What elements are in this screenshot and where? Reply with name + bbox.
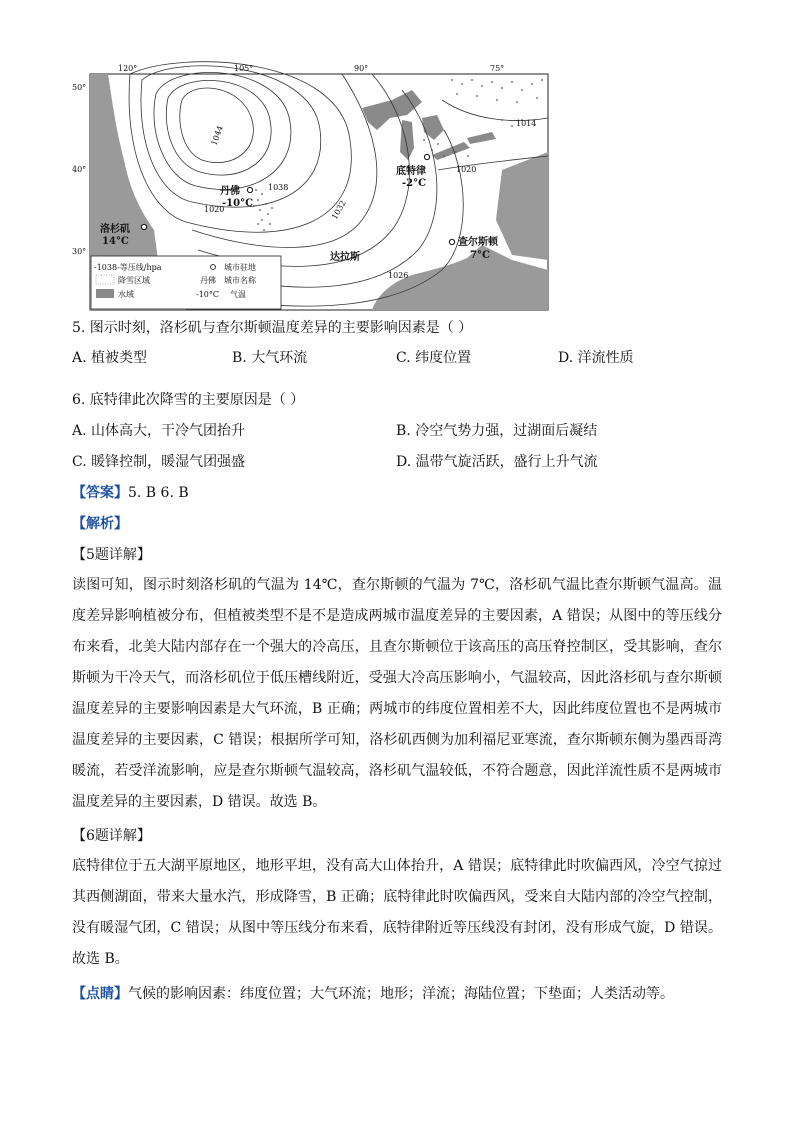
q5-option-d: D. 洋流性质 (558, 350, 634, 366)
legend-temp: 气温 (230, 290, 246, 299)
city-temp: -2°C (402, 178, 427, 189)
lat-label: 50° (72, 83, 87, 92)
legend-name-sample: 丹佛 (200, 276, 216, 285)
analysis-tag: 【解析】 (72, 516, 128, 532)
q6-stem: 6. 底特律此次降雪的主要原因是（ ） (72, 392, 305, 408)
city-name: 丹佛 (220, 186, 240, 197)
answer-tag: 【答案】 (72, 485, 128, 501)
isobar-label: 1014 (516, 119, 537, 128)
lon-label: 120° (118, 64, 138, 73)
lat-label: 30° (72, 247, 87, 256)
map-svg (72, 60, 552, 312)
q6-option-c: C. 暖锋控制，暖湿气团强盛 (72, 454, 246, 470)
q5-stem: 5. 图示时刻，洛杉矶与查尔斯顿温度差异的主要影响因素是（ ） (72, 320, 473, 336)
tip-tag: 【点睛】 (72, 986, 128, 1002)
legend-city-site: 城市驻地 (224, 263, 256, 272)
city-name: 查尔斯顿 (458, 237, 498, 248)
city-name: 底特律 (396, 166, 426, 177)
detail6-tag: 【6题详解】 (72, 828, 151, 844)
isobar-label: 1020 (204, 205, 225, 214)
legend-snow: 降雪区域 (118, 276, 150, 285)
tip-line (72, 984, 674, 1004)
isobar-label: 1038 (268, 183, 289, 192)
detail5-tag: 【5题详解】 (72, 547, 151, 563)
isobar-label: 1020 (456, 165, 477, 174)
city-marker-icon (247, 187, 252, 192)
lon-label: 105° (234, 64, 254, 73)
q5-option-b: B. 大气环流 (232, 350, 308, 366)
lon-label: 90° (354, 64, 369, 73)
q5-option-a: A. 植被类型 (72, 350, 148, 366)
water-swatch-icon (96, 289, 114, 298)
legend-city-name: 城市名称 (224, 276, 256, 285)
isobar-label: 1044 (209, 124, 225, 147)
city-temp: -10°C (222, 198, 254, 209)
legend-temp-sample: -10°C (196, 290, 220, 299)
detail5-text: 读图可知，图示时刻洛杉矶的气温为 14℃，查尔斯顿的气温为 7℃，洛杉矶气温比查尔斯顿气温高。温度差异影响植被分布，但植被类型不是不是造成两城市温度差异的主要因素，A 错误；从图中的等压线分布来看，北美大陆内部存在一个强大的冷高压，且查尔斯顿位于该高压的高压脊控制区，受其影响，查尔斯顿为干冷天气，而洛杉矶位于低压槽线附近，受强大冷高压影响小，气温较高，因此洛杉矶与查尔斯顿温度差异的主要影响因素是大气环流，B 正确；两城市的纬度位置相差不大，因此纬度位置也不是两城市温度差异的主要因素，C 错误；根据所学可知，洛杉矶西侧为加利福尼亚寒流，查尔斯顿东侧为墨西哥湾暖流，若受洋流影响，应是查尔斯顿气温较高，洛杉矶气温较低，不符合题意，因此洋流性质不是两城市温度差异的主要因素，D 错误。故选 B。 (72, 577, 722, 810)
isobar-label: 1026 (388, 271, 409, 280)
isobar-map (72, 60, 552, 312)
city-marker-icon (141, 224, 146, 229)
answer-line (72, 483, 189, 503)
region-label: 达拉斯 (330, 252, 360, 263)
city-temp: 7°C (470, 250, 490, 261)
q6-option-d: D. 温带气旋活跃，盛行上升气流 (396, 454, 598, 470)
legend-isobar: -1038-等压线/hpa (94, 263, 162, 272)
map-legend (91, 256, 281, 309)
tip-text: 气候的影响因素：纬度位置；大气环流；地形；洋流；海陆位置；下垫面；人类活动等。 (128, 986, 674, 1002)
lat-label: 40° (72, 165, 87, 174)
city-name: 洛杉矶 (100, 224, 130, 235)
snow-swatch-icon (96, 275, 114, 284)
q6-option-b: B. 冷空气势力强，过湖面后凝结 (396, 423, 598, 439)
legend-water: 水域 (118, 290, 134, 299)
q5-option-c: C. 纬度位置 (396, 350, 472, 366)
isobar-label: 1032 (329, 198, 348, 221)
q6-option-a: A. 山体高大，干冷气团抬升 (72, 423, 246, 439)
detail6-text: 底特律位于五大湖平原地区，地形平坦，没有高大山体抬升，A 错误；底特律此时吹偏西风，冷空气掠过其西侧湖面，带来大量水汽，形成降雪，B 正确；底特律此时吹偏西风，受来自大陆内部的冷空气控制，没有暖湿气团，C 错误；从图中等压线分布来看，底特律附近等压线没有封闭，没有形成气旋，D 错误。故选 B。 (72, 858, 722, 967)
city-marker-icon (424, 154, 429, 159)
city-site-icon (211, 265, 216, 270)
city-temp: 14°C (102, 236, 129, 247)
city-marker-icon (449, 239, 454, 244)
lon-label: 75° (490, 64, 505, 73)
answer-text: 5. B 6. B (128, 485, 189, 501)
